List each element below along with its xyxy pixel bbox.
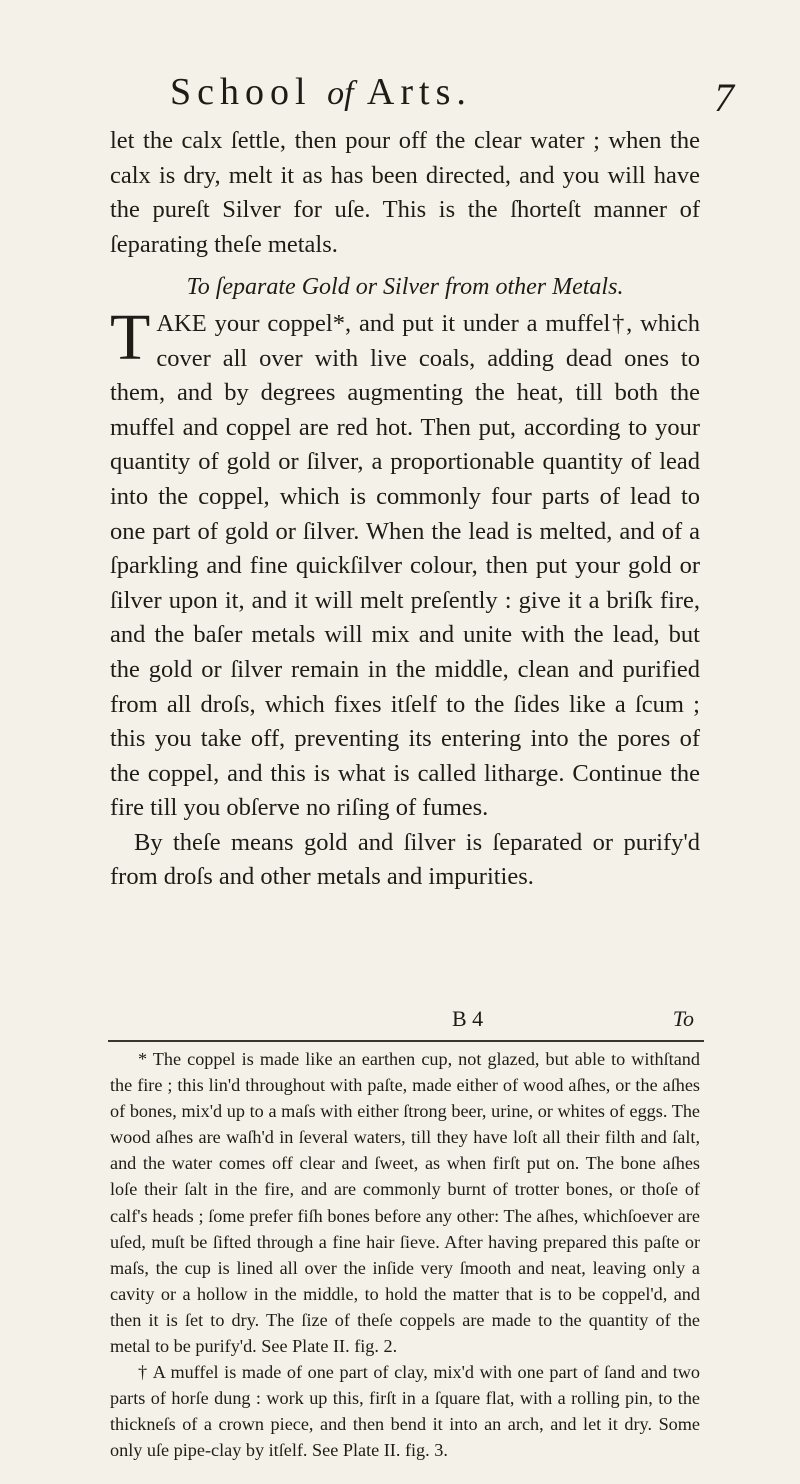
intro-paragraph: let the calx ſettle, then pour off the clear water ; when the calx is dry, melt it as has been directed, and you will have the pureſt Silver for uſe. This is the ſhorteſt manner of ſeparating theſe metals.: [110, 127, 700, 258]
footnote-rule: [108, 1040, 704, 1042]
footnote-muffel: † A muffel is made of one part of clay, mix'd with one part of ſand and two parts of horſe dung : work up this, firſt in a ſquare flat, with a rolling pin, to the thickneſs of a crown piece, and then bend it into an arch, and let it dry. Some only uſe pipe-clay by itſelf. See Plate II. fig. 3.: [110, 1362, 700, 1461]
catchword: To: [672, 1006, 694, 1031]
signature-mark: B 4: [452, 1006, 484, 1031]
paragraph-1-text: AKE your coppel*, and put it under a muffel†, which cover all over with live coals, adding dead ones to them, and by degrees augmenting the heat, till both the muffel and coppel are red hot. Then put, according to your quantity of gold or ſilver, a proportionable quantity of lead into the coppel, which is commonly four parts of lead to one part of gold or ſilver. When the lead is melted, and of a ſparkling and fine quickſilver colour, then put your gold or ſilver upon it, and it will melt preſently : give it a briſk fire, and the baſer metals will mix and unite with the lead, but the gold or ſilver remain in the middle, clean and purified from all droſs, which fixes itſelf to the ſides like a ſcum ; this you take off, preventing its entering into the pores of the coppel, and this is what is called litharge. Continue the fire till you obſerve no riſing of fumes.: [110, 309, 700, 822]
catchline: [110, 1006, 700, 1036]
running-title-of: of: [327, 75, 354, 112]
footnote-coppel: * The coppel is made like an earthen cup, not glazed, but able to withſtand the fire ; this lin'd throughout with paſte, made either of wood aſhes, or the aſhes of bones, mix'd up to a maſs with either ſtrong beer, urine, or whites of eggs. The wood aſhes are waſh'd in ſeveral waters, till they have loſt all their filth and ſalt, and the water comes off clear and ſweet, as when firſt put on. The bone aſhes loſe their ſalt in the fire, and are commonly burnt of trotter bones, or thoſe of calf's heads ; ſome prefer fiſh bones before any other: The aſhes, whichſoever are uſed, muſt be ſifted through a fine hair ſieve. After having prepared this paſte or maſs, the cup is lined all over the inſide very ſmooth and neat, leaving only a cavity or a hollow in the middle, to hold the matter that is to be coppel'd, and then it is ſet to dry. The ſize of theſe coppels are made to the quantity of the metal to be purify'd. See Plate II. fig. 2.: [110, 1049, 700, 1357]
paragraph-1: [110, 300, 700, 826]
paragraph-2: By theſe means gold and ſilver is ſeparated or purify'd from droſs and other metals and impurities.: [110, 828, 700, 891]
section-title: To ſeparate Gold or Silver from other Metals.: [186, 274, 624, 301]
running-title-school: School: [170, 71, 312, 113]
running-header: [160, 70, 734, 120]
running-title-arts: Arts.: [366, 71, 472, 113]
drop-cap: T: [110, 300, 151, 374]
footnotes: [110, 1046, 700, 1464]
page-number: 7: [714, 75, 734, 120]
running-title: [170, 70, 472, 114]
main-text: [110, 124, 700, 895]
